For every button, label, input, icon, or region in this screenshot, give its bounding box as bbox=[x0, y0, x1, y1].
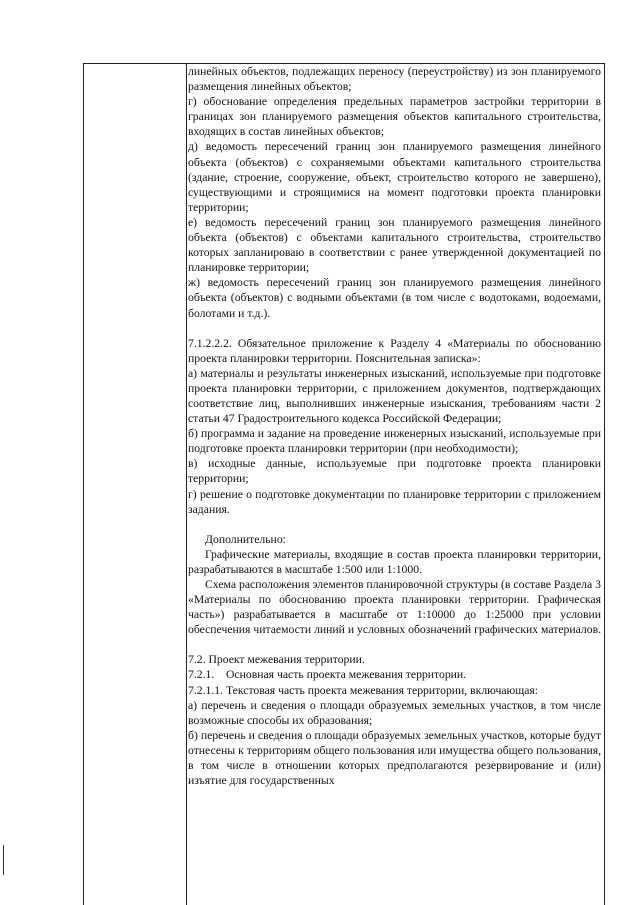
paragraph: е) ведомость пересечений границ зон планируемого размещения линейного объекта (объектов) с объектами капитального строительства, строительство которых запланироваю в соответствии с ранее утвержденной документацией по планировке территории; bbox=[188, 215, 601, 275]
scan-margin-mark bbox=[3, 845, 4, 875]
paragraph: 7.2.1.1. Текстовая часть проекта межевания территории, включающая: bbox=[188, 683, 539, 697]
spacer bbox=[188, 321, 601, 336]
paragraph: в) исходные данные, используемые при подготовке проекта планировки территории; bbox=[188, 457, 601, 486]
additional-heading: Дополнительно: bbox=[205, 532, 286, 546]
column-divider bbox=[186, 64, 187, 905]
paragraph: Графические материалы, входящие в состав проекта планировки территории, разрабатываются в масштабе 1:500 или 1:1000. bbox=[188, 547, 601, 576]
text-cell bbox=[188, 64, 601, 788]
paragraph: а) материалы и результаты инженерных изысканий, используемые при подготовке проекта планировки территории, с приложением документов, подтверждающих соответствие лиц, выполнивших инженерные изыскания, требованиям части 2 статьи 47 Градостроительного кодекса Российской Федерации; bbox=[188, 366, 601, 426]
paragraph: г) обоснование определения предельных параметров застройки территории в границах зон планируемого размещения объектов капитального строительства, входящих в состав линейных объектов; bbox=[188, 95, 601, 139]
paragraph: линейных объектов, подлежащих переносу (переустройству) из зон планируемого размещения линейных объектов; bbox=[188, 65, 601, 94]
paragraph: а) перечень и сведения о площади образуемых земельных участков, в том числе возможные способы их образования; bbox=[188, 698, 601, 727]
paragraph: ж) ведомость пересечений границ зон планируемого размещения линейного объекта (объектов) с водными объектами (в том числе с водотоками, водоемами, болотами и т.д.). bbox=[188, 276, 601, 320]
spacer bbox=[188, 517, 601, 532]
paragraph: д) ведомость пересечений границ зон планируемого размещения линейного объекта (объектов) с сохраняемыми объектами капитального строительства (здание, строение, сооружение, объект, строительство которого не завершено), существующими и строящимися на момент подготовки проекта планировки территории; bbox=[188, 140, 601, 214]
spacer bbox=[188, 637, 601, 652]
paragraph: Схема расположения элементов планировочной структуры (в составе Раздела 3 «Материалы по обоснованию проекта планировки территории. Графическая часть») разрабатывается в масштабе от 1:10000 до 1:25000 при условии обеспечения читаемости линий и условных обозначений графических материалов. bbox=[188, 578, 602, 637]
section-heading: 7.2. Проект межевания территории. bbox=[188, 653, 365, 667]
paragraph: б) программа и задание на проведение инженерных изысканий, используемые при подготовке проекта планировки территории (при необходимости); bbox=[188, 427, 601, 456]
paragraph: б) перечень и сведения о площади образуемых земельных участков, которые будут отнесены к территориям общего пользования или имущества общего пользования, в том числе в отношении которых предполагаются резервирование и (или) изъятие для государственных bbox=[188, 728, 601, 788]
subsection-heading: 7.2.1. Основная часть проекта межевания территории. bbox=[188, 668, 467, 682]
paragraph: 7.1.2.2.2. Обязательное приложение к Разделу 4 «Материалы по обоснованию проекта планировки территории. Пояснительная записка»: bbox=[188, 336, 601, 365]
paragraph: г) решение о подготовке документации по планировке территории с приложением задания. bbox=[188, 487, 601, 516]
